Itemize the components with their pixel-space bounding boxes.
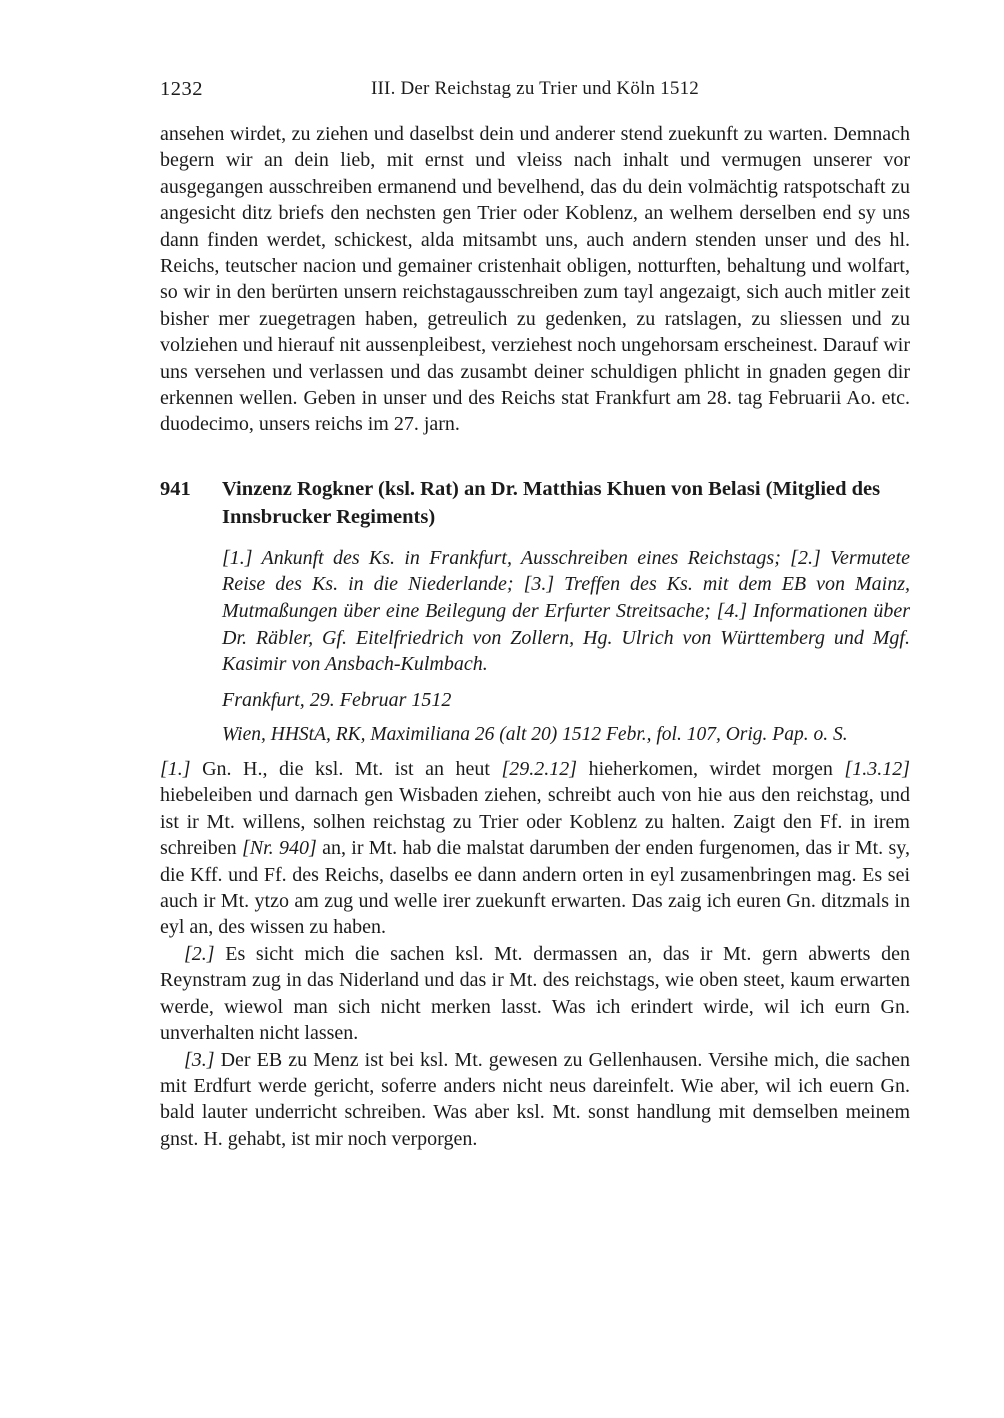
entry-heading	[160, 475, 910, 532]
entry-paragraph-3: [3.] Der EB zu Menz ist bei ksl. Mt. gewesen zu Gellenhausen. Versihe mich, die sachen mit Erdfurt werde gericht, soferre anders nicht neus dareinfelt. Wie aber, wil ich euern Gn. bald lauter underricht schreiben. Was aber ksl. Mt. sonst handlung mit demselben meinem gnst. H. gehabt, ist mir noch verporgen.	[160, 1048, 911, 1150]
running-head: III. Der Reichstag zu Trier und Köln 1512	[371, 78, 699, 99]
entry-dateline: Frankfurt, 29. Februar 1512	[222, 688, 452, 711]
entry-body	[160, 756, 910, 1152]
entry-paragraph-2: [2.] Es sicht mich die sachen ksl. Mt. dermassen an, das ir Mt. gern abwerts den Reynstram zug in das Niderland und das ir Mt. des reichstags, wie oben steet, kaum erwarten werde, wiewol man sich nicht merken lasst. Was ich erindert wirde, wil ich eurn Gn. unverhalten nicht lassen.	[160, 942, 910, 1045]
entry-paragraph-1: [1.] Gn. H., die ksl. Mt. ist an heut [29.2.12] hieherkomen, wirdet morgen [1.3.12] hiebeleiben und darnach gen Wisbaden ziehen, schreibt auch von hie aus den reichstag, und ist ir Mt. willens, solhen reichstag zu Trier oder Koblenz zu halten. Zaigt den Ff. in irem schreiben [Nr. 940] an, ir Mt. hab die malstat darumben der enden furgenomen, das ir Mt. sy, die Kff. und Ff. des Reichs, daselbs ee dann andern orten in eyl zusamenbringen mag. Es sei auch ir Mt. ytzo am zug und welle irer zuekunft erwarten. Das zaig ich euren Gn. ditzmals in eyl an, des wissen zu haben.	[160, 758, 910, 939]
entry-summary: [1.] Ankunft des Ks. in Frankfurt, Ausschreiben eines Reichstags; [2.] Vermutete Reise des Ks. in die Niederlande; [3.] Treffen des Ks. mit dem EB von Mainz, Mutmaßungen über eine Beilegung der Erfurter Streitsache; [4.] Informationen über Dr. Räbler, Gf. Eitelfriedrich von Zollern, Hg. Ulrich von Württemberg und Mgf. Kasimir von Ansbach-Kulmbach.	[222, 546, 910, 676]
entry-number: 941	[160, 477, 191, 500]
entry-title: Vinzenz Rogkner (ksl. Rat) an Dr. Matthias Khuen von Belasi (Mitglied des Innsbrucker Regiments)	[222, 477, 881, 529]
entry-941	[160, 475, 910, 1152]
entry-source: Wien, HHStA, RK, Maximiliana 26 (alt 20) 1512 Febr., fol. 107, Orig. Pap. o. S.	[222, 724, 848, 746]
continuation-paragraph: ansehen wirdet, zu ziehen und daselbst dein und anderer stend zuekunft zu warten. Demnach begern wir an dein lieb, mit ernst und vleiss nach inhalt und vermugen unserer vor ausgegangen ausschreiben ermanend und bevelhend, das du dein volmächtig ratspotschaft zu angesicht ditz briefs den nechsten gen Trier oder Koblenz, an welhem derselben end sy uns dann finden werdet, schickest, alda mitsambt uns, auch andern stenden unser und des hl. Reichs, teutscher nacion und gemainer cristenhait obligen, notturften, behaltung und wolfart, so wir in den berürten unsern reichstagausschreiben zum tayl angezaigt, sich auch mitler zeit bisher mer zuegetragen haben, getreulich zu gedenken, zu ratslagen, zu sliessen und zu volziehen und hierauf nit aussenpleibest, verziehest noch ungehorsam erscheinest. Darauf wir uns versehen und verlassen und das zusambt deiner schuldigen phlicht in gnaden gegen dir erkennen wellen. Geben in unser und des Reichs stat Frankfurt am 28. tag Februarii Ao. etc. duodecimo, unsers reichs im 27. jarn.	[160, 123, 910, 436]
page-header	[160, 78, 910, 106]
page-number: 1232	[160, 78, 203, 100]
